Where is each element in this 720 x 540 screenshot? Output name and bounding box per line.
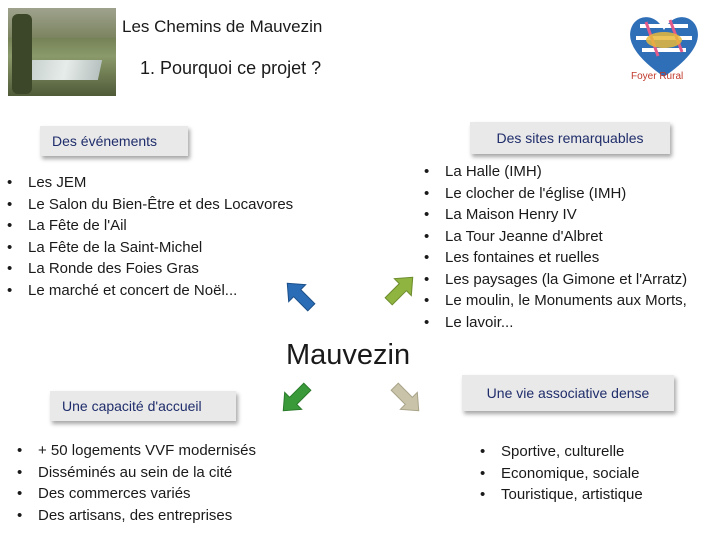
list-item: • Sportive, culturelle [478, 441, 643, 463]
list-item: • Les JEM [5, 172, 285, 194]
list-item: • Les fontaines et ruelles [422, 247, 687, 269]
list-item: • La Fête de la Saint-Michel [5, 237, 285, 259]
list-item: • Le clocher de l'église (IMH) [422, 183, 687, 205]
list-item: • Le Salon du Bien-Être et des Locavores [5, 194, 285, 216]
events-heading: Des événements [40, 126, 188, 156]
list-item: • Des artisans, des entreprises [15, 505, 256, 527]
list-item: • La Ronde des Foies Gras [5, 258, 285, 280]
list-item: • Le lavoir... [422, 312, 687, 334]
page-title: Les Chemins de Mauvezin [122, 17, 323, 36]
list-item: • Le marché et concert de Noël... [5, 280, 285, 302]
asso-list [478, 441, 643, 506]
logo-caption: Foyer Rural [631, 71, 684, 82]
list-item: • La Halle (IMH) [422, 161, 687, 183]
arrow-to-accueil-icon [274, 376, 318, 420]
accueil-heading: Une capacité d'accueil [50, 391, 236, 421]
list-item: • Disséminés au sein de la cité [15, 462, 256, 484]
sites-list [422, 161, 687, 333]
asso-heading: Une vie associative dense [462, 375, 674, 411]
list-item: • + 50 logements VVF modernisés [15, 440, 256, 462]
center-label: Mauvezin [286, 339, 411, 371]
arrow-to-asso-icon [384, 376, 428, 420]
list-item: • La Fête de l'Ail [5, 215, 285, 237]
list-item: • La Maison Henry IV [422, 204, 687, 226]
arrow-to-events-icon [278, 274, 322, 318]
events-list [5, 172, 294, 301]
accueil-list [15, 440, 256, 526]
arrow-to-sites-icon [378, 268, 422, 312]
sites-heading: Des sites remarquables [470, 122, 670, 154]
page-subtitle: 1. Pourquoi ce projet ? [140, 58, 322, 78]
list-item: • Economique, sociale [478, 463, 643, 485]
list-item: • Touristique, artistique [478, 484, 643, 506]
list-item: • Les paysages (la Gimone et l'Arratz) [422, 269, 687, 291]
header-photo [8, 8, 116, 96]
list-item: • Des commerces variés [15, 483, 256, 505]
list-item: • Le moulin, le Monuments aux Morts, [422, 290, 687, 312]
list-item: • La Tour Jeanne d'Albret [422, 226, 687, 248]
